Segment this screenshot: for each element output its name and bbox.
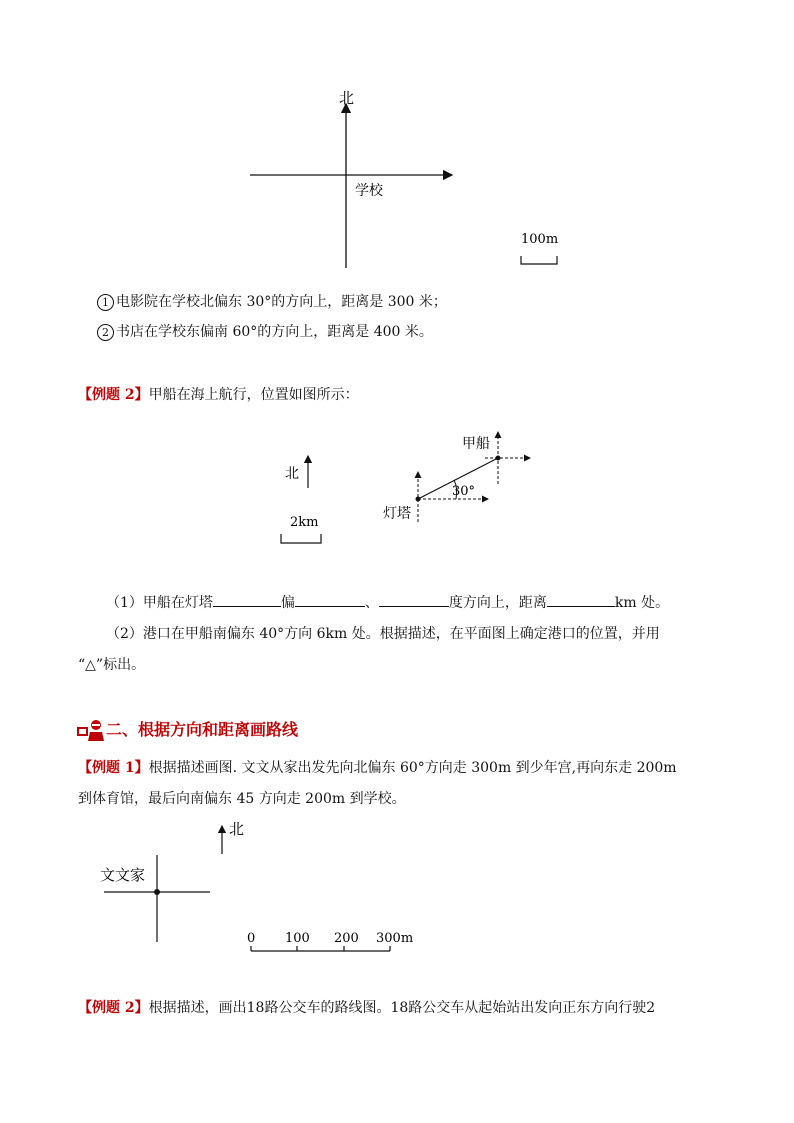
ship-label: 甲船: [462, 436, 490, 452]
question-2-1: [106, 592, 669, 613]
figure-ship-lighthouse: [0, 420, 794, 560]
condition-1-text: 电影院在学校北偏东 30°的方向上，距离是 300 米；: [116, 294, 447, 310]
q-text: km 处。: [614, 595, 670, 611]
north-label: 北: [229, 820, 245, 838]
question-2-2-cont: “△”标出。: [78, 657, 146, 673]
north-label: 北: [339, 89, 355, 107]
figure-school-axes: [0, 0, 794, 280]
example-text: 根据描述，画出18路公交车的路线图。18路公交车从起始站出发向正东方向行驶2: [148, 1000, 656, 1016]
home-point: [154, 889, 160, 895]
scale-bar: [281, 534, 321, 543]
answer-blank[interactable]: [547, 592, 615, 607]
condition-1: [97, 292, 447, 312]
condition-2: [97, 322, 433, 342]
example-1-line-2: 到体育馆，最后向南偏东 45 方向走 200m 到学校。: [78, 791, 406, 807]
q-text: （1）甲船在灯塔: [106, 595, 213, 611]
answer-blank[interactable]: [295, 592, 365, 607]
example-1-line-1: [78, 758, 677, 778]
condition-2-text: 书店在学校东偏南 60°的方向上，距离是 400 米。: [116, 324, 433, 340]
home-label: 文文家: [100, 866, 146, 884]
tower-label: 灯塔: [383, 506, 411, 522]
scale-tick-label: 300m: [376, 931, 414, 946]
scale-tick-label: 100: [285, 931, 310, 946]
section-heading: [76, 716, 298, 740]
example-text: 甲船在海上航行，位置如图所示：: [148, 387, 359, 403]
example-text: 根据描述画图. 文文从家出发先向北偏东 60°方向走 300m 到少年宫,再向东走 200m: [148, 760, 677, 776]
q-text: 、: [364, 595, 379, 611]
answer-blank[interactable]: [379, 592, 449, 607]
scale-bar: [521, 256, 557, 264]
north-label: 北: [285, 466, 299, 482]
circled-number: 2: [97, 324, 114, 341]
q-text: 偏: [280, 595, 295, 611]
question-2-2: （2）港口在甲船南偏东 40°方向 6km 处。根据描述，在平面图上确定港口的位置，并用: [106, 626, 660, 642]
scale-tick-label: 0: [247, 931, 256, 946]
scale-tick-label: 200: [334, 931, 359, 946]
scale-label: 2km: [290, 515, 319, 530]
example-tag: 【例题 1】: [78, 760, 149, 776]
teacher-icon: [76, 718, 106, 742]
section-title: 二、根据方向和距离画路线: [106, 720, 299, 739]
circled-number: 1: [97, 294, 114, 311]
example-tag: 【例题 2】: [78, 387, 149, 403]
figure-route-map: [0, 810, 794, 960]
example-2-ship: [78, 385, 359, 405]
answer-blank[interactable]: [213, 592, 281, 607]
school-label: 学校: [355, 183, 383, 199]
example-2-bus: [78, 998, 655, 1018]
example-tag: 【例题 2】: [78, 1000, 149, 1016]
angle-label: 30°: [452, 484, 476, 499]
q-text: 度方向上，距离: [448, 595, 547, 611]
scale-label: 100m: [521, 232, 559, 247]
